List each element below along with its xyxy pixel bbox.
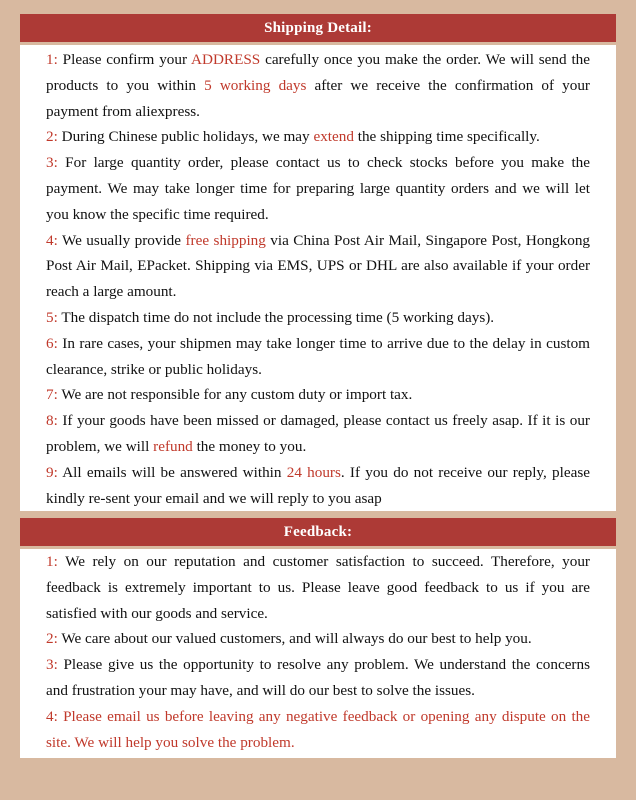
feedback-header <box>20 518 616 546</box>
shipping-item-8 <box>46 408 590 460</box>
item-text: after we receive the confirmation of your payment from aliexpress. <box>46 76 590 120</box>
item-text: During Chinese public holidays, we may <box>57 128 314 146</box>
item-text: For large quantity order, please contact us to check stocks before you make the payment. We may take longer time for preparing large quantity orders and we will let you know the specific time required. <box>46 154 590 223</box>
item-number: 9: <box>46 463 58 481</box>
feedback-item-3 <box>46 652 590 704</box>
item-number: 1: <box>46 553 58 570</box>
shipping-item-9 <box>46 460 590 512</box>
shipping-detail-header <box>20 14 616 42</box>
item-text: The dispatch time do not include the processing time (5 working days). <box>57 308 495 326</box>
item-number: 2: <box>46 630 58 648</box>
item-text: Please give us the opportunity to resolve any problem. We understand the concerns and frustration your may have, and will do our best to solve the issues. <box>46 656 590 699</box>
item-number: 4: <box>46 231 58 249</box>
item-text: Please email us before leaving any negative feedback or opening any dispute on the site. We will help you solve the problem. <box>46 707 590 751</box>
item-number: 2: <box>46 128 58 146</box>
highlighted-text: free shipping <box>185 231 266 249</box>
shipping-item-4 <box>46 228 590 305</box>
item-number: 1: <box>46 51 58 68</box>
item-text: In rare cases, your shipmen may take longer time to arrive due to the delay in custom clearance, strike or public holidays. <box>46 334 590 378</box>
shipping-item-3 <box>46 150 590 227</box>
feedback-item-2 <box>46 626 590 652</box>
item-text: We are not responsible for any custom duty or import tax. <box>57 386 413 404</box>
item-number: 3: <box>46 154 58 172</box>
item-text: . If you do not receive our reply, please kindly re-sent your email and we will reply to you asap <box>46 463 590 507</box>
item-text: We care about our valued customers, and will always do our best to help you. <box>57 630 532 648</box>
feedback-item-1 <box>46 549 590 626</box>
item-text: If your goods have been missed or damaged, please contact us freely asap. If it is our problem, we will <box>46 412 590 455</box>
item-text: the shipping time specifically. <box>353 128 540 146</box>
item-number: 7: <box>46 386 58 404</box>
item-number: 6: <box>46 334 58 352</box>
item-text: All emails will be answered within <box>57 463 287 481</box>
shipping-item-7 <box>46 382 590 408</box>
item-text: We usually provide <box>57 231 186 249</box>
feedback-title: Feedback: <box>283 524 353 540</box>
feedback-item-4 <box>46 704 590 756</box>
shipping-detail-panel <box>20 45 616 511</box>
item-text: via China Post Air Mail, Singapore Post, Hongkong Post Air Mail, EPacket. Shipping via EMS, UPS or DHL are also available if your order reach a large amount. <box>46 231 591 301</box>
item-number: 4: <box>46 707 58 725</box>
item-text: We rely on our reputation and customer satisfaction to succeed. Therefore, your feedback is extremely important to us. Please leave good feedback to us if you are satisfied with our goods and service. <box>46 553 590 622</box>
shipping-item-2 <box>46 124 590 150</box>
shipping-item-5 <box>46 305 590 331</box>
item-number: 3: <box>46 656 58 674</box>
highlighted-text: extend <box>313 128 354 146</box>
item-text: the money to you. <box>192 437 307 455</box>
item-number: 8: <box>46 412 58 430</box>
highlighted-text: refund <box>153 437 193 455</box>
shipping-item-1 <box>46 47 590 124</box>
shipping-detail-title: Shipping Detail: <box>264 20 372 36</box>
highlighted-text: 24 hours <box>286 463 341 481</box>
item-text: carefully once you make the order. We will send the products to you within <box>46 51 590 94</box>
highlighted-text: ADDRESS <box>191 51 261 68</box>
item-number: 5: <box>46 308 58 326</box>
shipping-item-6 <box>46 331 590 383</box>
feedback-panel <box>20 549 616 758</box>
item-text: Please confirm your <box>57 51 192 68</box>
highlighted-text: 5 working days <box>204 76 307 94</box>
